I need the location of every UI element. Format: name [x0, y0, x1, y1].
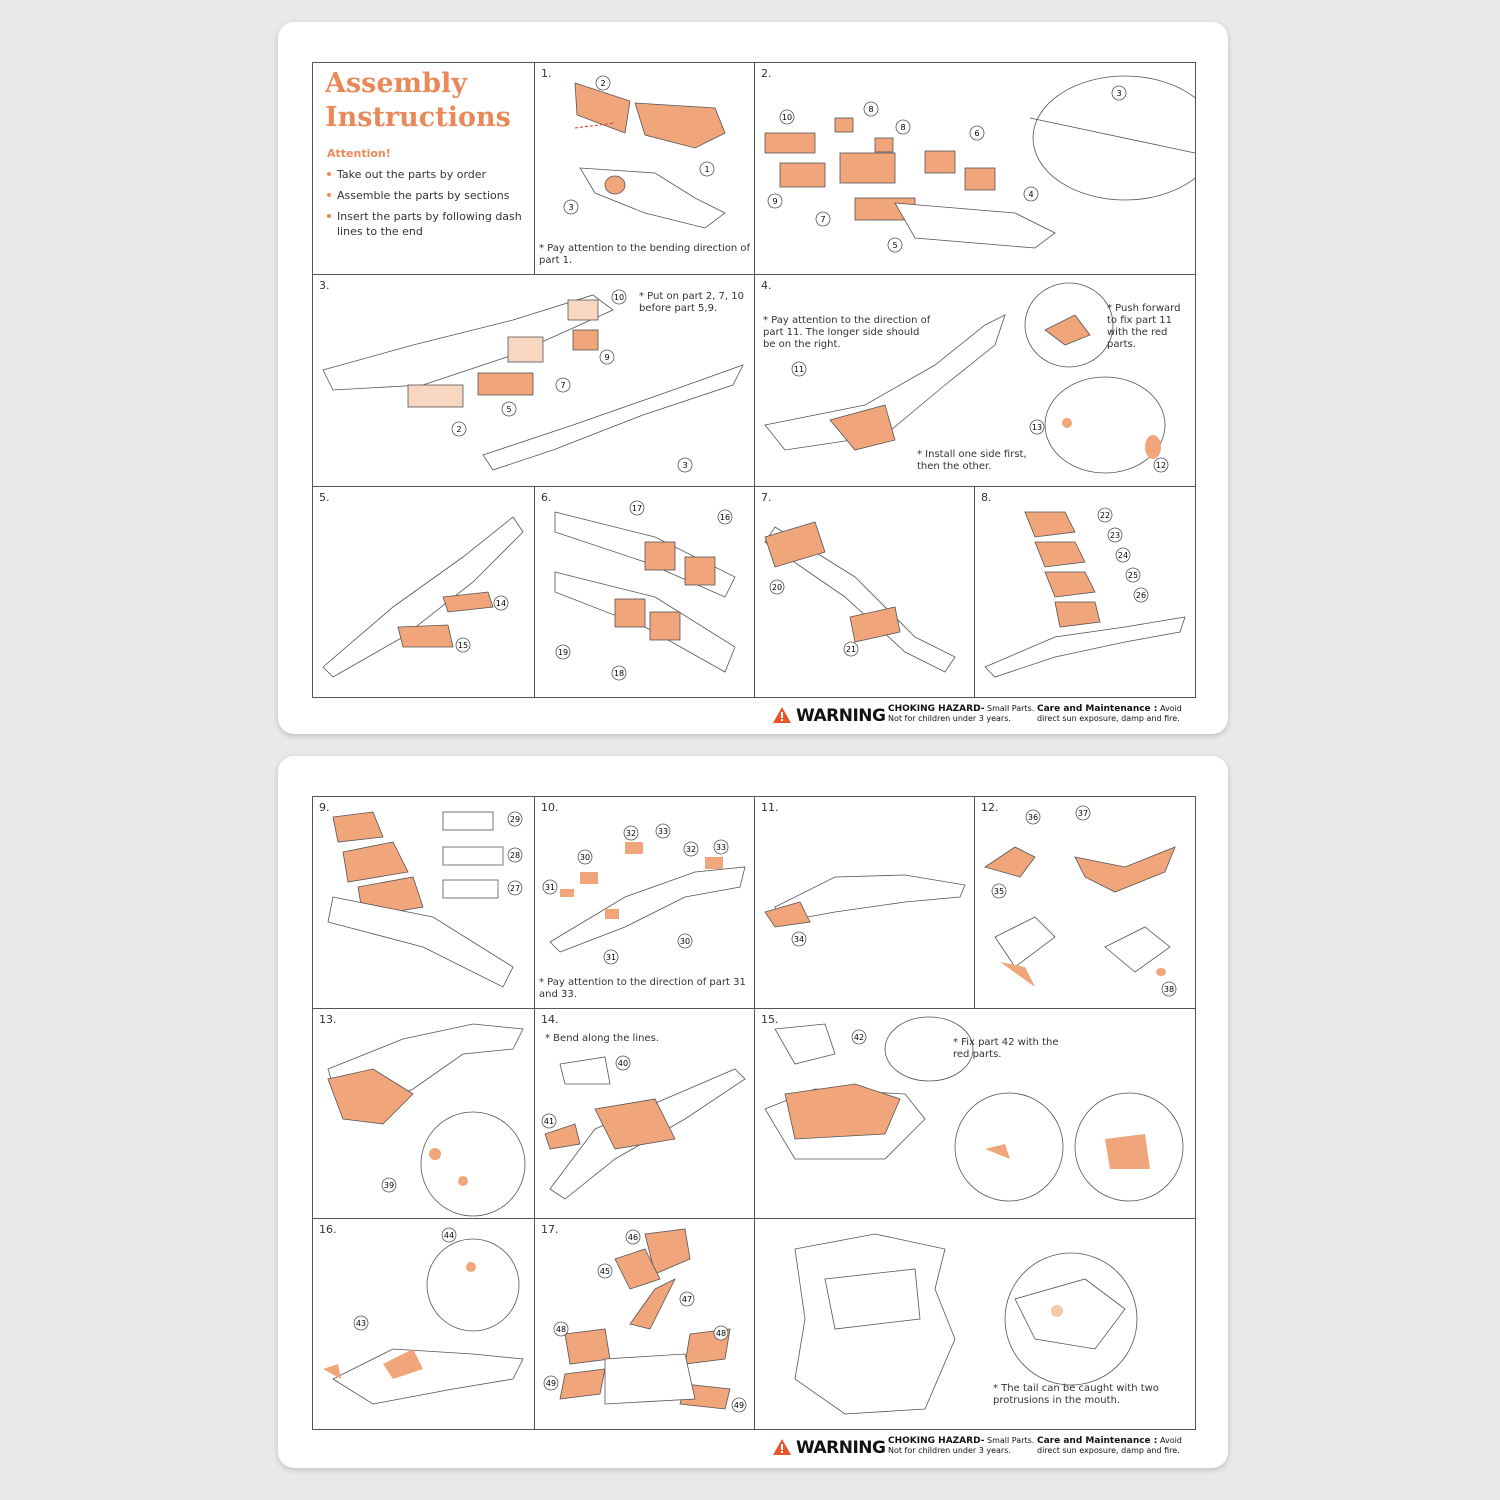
step-4 — [755, 275, 1195, 487]
svg-text:11: 11 — [793, 365, 805, 374]
attention-list — [327, 167, 527, 245]
step-9-illustration — [313, 797, 535, 1009]
attention-item: Take out the parts by order — [327, 167, 527, 182]
svg-text:9: 9 — [604, 353, 610, 362]
part-shape — [785, 1084, 900, 1139]
part-callout — [680, 1292, 694, 1306]
step-number: 10. — [541, 801, 559, 814]
part-shape — [605, 1354, 695, 1404]
svg-text:5: 5 — [506, 405, 512, 414]
part-callout — [442, 1228, 456, 1242]
part-callout — [543, 880, 557, 894]
part-shape — [635, 103, 725, 148]
svg-text:17: 17 — [631, 504, 643, 513]
svg-text:27: 27 — [509, 884, 521, 893]
instruction-sheet-bottom — [278, 756, 1228, 1468]
part-callout — [714, 840, 728, 854]
care-text: Avoid direct sun exposure, damp and fire. — [1037, 704, 1182, 723]
part-callout — [992, 884, 1006, 898]
step-13 — [313, 1009, 535, 1219]
part-callout — [1030, 420, 1044, 434]
care-maintenance — [1037, 704, 1202, 723]
part-shape — [580, 872, 598, 884]
svg-text:18: 18 — [613, 669, 625, 678]
part-shape — [1000, 962, 1035, 987]
svg-text:5: 5 — [892, 241, 898, 250]
svg-text:40: 40 — [617, 1059, 629, 1068]
part-shape — [560, 1369, 605, 1399]
part-shape — [615, 599, 645, 627]
svg-text:21: 21 — [845, 645, 857, 654]
svg-text:15: 15 — [457, 641, 469, 650]
part-shape — [605, 176, 625, 194]
part-shape — [443, 812, 493, 830]
step-11-illustration — [755, 797, 975, 1009]
svg-text:30: 30 — [579, 853, 591, 862]
svg-text:34: 34 — [793, 935, 805, 944]
step-2-illustration — [755, 63, 1195, 275]
part-callout — [970, 126, 984, 140]
part-shape — [835, 118, 853, 132]
part-callout — [1024, 187, 1038, 201]
part-shape — [560, 1057, 610, 1084]
part-callout — [1026, 810, 1040, 824]
svg-text:42: 42 — [853, 1033, 865, 1042]
part-callout — [718, 510, 732, 524]
part-shape — [508, 337, 543, 362]
part-shape — [1045, 572, 1095, 597]
step-16 — [313, 1219, 535, 1429]
svg-text:4: 4 — [1028, 190, 1034, 199]
part-callout — [780, 110, 794, 124]
part-callout — [604, 950, 618, 964]
svg-text:30: 30 — [679, 937, 691, 946]
choking-label: CHOKING HAZARD- — [888, 1436, 985, 1446]
svg-text:44: 44 — [443, 1231, 455, 1240]
step-number: 5. — [319, 491, 330, 504]
part-shape — [765, 133, 815, 153]
part-shape — [458, 1176, 468, 1186]
attention-item: Insert the parts by following dash lines to the end — [327, 209, 527, 239]
svg-text:26: 26 — [1135, 591, 1147, 600]
step-14 — [535, 1009, 755, 1219]
svg-text:24: 24 — [1117, 551, 1129, 560]
steps-grid-bottom — [312, 796, 1196, 1430]
small-parts-text: Small Parts. — [987, 1436, 1035, 1445]
part-shape — [323, 1364, 341, 1379]
part-shape — [875, 138, 893, 152]
part-callout — [508, 812, 522, 826]
svg-text:46: 46 — [627, 1233, 639, 1242]
part-shape — [1105, 1134, 1150, 1169]
detail-circle — [955, 1093, 1063, 1201]
svg-text:47: 47 — [681, 1295, 693, 1304]
svg-text:32: 32 — [685, 845, 697, 854]
part-callout — [1154, 458, 1168, 472]
svg-text:43: 43 — [355, 1319, 367, 1328]
svg-text:29: 29 — [509, 815, 521, 824]
step-number: 9. — [319, 801, 330, 814]
part-callout — [616, 1056, 630, 1070]
svg-text:31: 31 — [544, 883, 556, 892]
svg-text:7: 7 — [560, 381, 566, 390]
part-shape — [443, 847, 503, 865]
steps-grid-top — [312, 62, 1196, 698]
part-shape — [1062, 418, 1072, 428]
step-8 — [975, 487, 1195, 697]
part-callout — [1108, 528, 1122, 542]
part-callout — [626, 1230, 640, 1244]
step-16-illustration — [313, 1219, 535, 1429]
part-shape — [605, 909, 619, 919]
part-shape — [825, 1269, 920, 1329]
part-callout — [1116, 548, 1130, 562]
part-callout — [768, 194, 782, 208]
part-shape — [466, 1262, 476, 1272]
part-shape — [560, 889, 574, 897]
svg-text:6: 6 — [974, 129, 980, 138]
svg-text:39: 39 — [383, 1181, 395, 1190]
step-10 — [535, 797, 755, 1009]
step-9 — [313, 797, 535, 1009]
svg-text:3: 3 — [568, 203, 574, 212]
part-shape — [1156, 968, 1166, 976]
part-callout — [684, 842, 698, 856]
part-callout — [1134, 588, 1148, 602]
svg-text:8: 8 — [868, 105, 874, 114]
part-callout — [578, 850, 592, 864]
svg-text:19: 19 — [557, 648, 569, 657]
part-shape — [1035, 542, 1085, 567]
title-panel — [313, 63, 535, 275]
part-shape — [443, 880, 498, 898]
step-number: 2. — [761, 67, 772, 80]
part-shape — [323, 517, 523, 677]
step-1 — [535, 63, 755, 275]
care-label: Care and Maintenance : — [1037, 1436, 1158, 1446]
svg-text:49: 49 — [733, 1401, 745, 1410]
step-number: 14. — [541, 1013, 559, 1026]
svg-text:49: 49 — [545, 1379, 557, 1388]
step-number: 13. — [319, 1013, 337, 1026]
part-shape — [573, 330, 598, 350]
part-shape — [840, 153, 895, 183]
part-shape — [965, 168, 995, 190]
part-shape — [995, 917, 1055, 967]
part-callout — [1098, 508, 1112, 522]
safety-footer — [772, 1436, 1202, 1460]
part-shape — [575, 83, 630, 133]
svg-text:12: 12 — [1155, 461, 1167, 470]
part-callout — [1076, 806, 1090, 820]
step-note: * Pay attention to the bending direction of part 1. — [539, 243, 751, 266]
step-note: * Pay attention to the direction of part 31 and 33. — [539, 977, 746, 1000]
part-shape — [343, 842, 408, 882]
step-5-illustration — [313, 487, 535, 697]
svg-text:7: 7 — [820, 215, 826, 224]
svg-text:3: 3 — [682, 461, 688, 470]
part-shape — [650, 612, 680, 640]
part-callout — [612, 290, 626, 304]
instruction-sheet-top — [278, 22, 1228, 734]
part-shape — [1025, 512, 1075, 537]
part-shape — [398, 625, 453, 647]
part-shape — [429, 1148, 441, 1160]
choking-hazard-text — [888, 704, 1034, 723]
step-number: 8. — [981, 491, 992, 504]
svg-text:1: 1 — [704, 165, 710, 174]
svg-text:37: 37 — [1077, 809, 1089, 818]
step-number: 11. — [761, 801, 779, 814]
small-parts-text: Small Parts. — [987, 704, 1035, 713]
part-shape — [775, 1024, 835, 1064]
step-12 — [975, 797, 1195, 1009]
title-line-2: Instructions — [325, 102, 511, 133]
step-number: 12. — [981, 801, 999, 814]
part-shape — [478, 373, 533, 395]
svg-text:48: 48 — [555, 1325, 567, 1334]
part-callout — [1126, 568, 1140, 582]
safety-footer — [772, 704, 1202, 728]
part-shape — [1075, 847, 1175, 892]
step-6 — [535, 487, 755, 697]
svg-text:35: 35 — [993, 887, 1005, 896]
part-shape — [625, 842, 643, 854]
step-7-illustration — [755, 487, 975, 697]
part-callout — [382, 1178, 396, 1192]
part-callout — [598, 1264, 612, 1278]
part-callout — [612, 666, 626, 680]
svg-text:22: 22 — [1099, 511, 1111, 520]
part-callout — [542, 1114, 556, 1128]
svg-text:25: 25 — [1127, 571, 1139, 580]
warning-label: WARNING — [796, 1438, 886, 1458]
step-number: 17. — [541, 1223, 559, 1236]
part-shape — [565, 1329, 610, 1364]
part-shape — [985, 847, 1035, 877]
part-callout — [864, 102, 878, 116]
part-callout — [600, 350, 614, 364]
part-shape — [550, 867, 745, 952]
page-title — [325, 67, 511, 135]
age-warning-text: Not for children under 3 years. — [888, 1446, 1011, 1455]
step-final — [755, 1219, 1195, 1429]
svg-text:36: 36 — [1027, 813, 1039, 822]
step-17-illustration — [535, 1219, 755, 1429]
step-13-illustration — [313, 1009, 535, 1219]
part-shape — [408, 385, 463, 407]
part-shape — [780, 163, 825, 187]
warning-icon — [772, 706, 792, 724]
step-5 — [313, 487, 535, 697]
part-callout — [494, 596, 508, 610]
svg-text:2: 2 — [600, 79, 606, 88]
part-callout — [564, 200, 578, 214]
part-callout — [852, 1030, 866, 1044]
part-callout — [896, 120, 910, 134]
part-callout — [1112, 86, 1126, 100]
step-8-illustration — [975, 487, 1195, 697]
step-2 — [755, 63, 1195, 275]
part-callout — [456, 638, 470, 652]
part-callout — [502, 402, 516, 416]
part-callout — [678, 934, 692, 948]
step-7 — [755, 487, 975, 697]
part-callout — [556, 378, 570, 392]
warning-label: WARNING — [796, 706, 886, 726]
step-number: 15. — [761, 1013, 779, 1026]
part-shape — [328, 897, 513, 987]
svg-text:32: 32 — [625, 829, 637, 838]
svg-text:8: 8 — [900, 123, 906, 132]
part-callout — [630, 501, 644, 515]
detail-circle — [421, 1112, 525, 1216]
part-shape — [895, 203, 1055, 248]
part-shape — [333, 812, 383, 842]
part-callout — [792, 362, 806, 376]
svg-text:10: 10 — [613, 293, 625, 302]
svg-text:31: 31 — [605, 953, 617, 962]
choking-label: CHOKING HAZARD- — [888, 704, 985, 714]
part-shape — [1051, 1305, 1063, 1317]
step-note: * Pay attention to the direction of part 11. The longer side should be on the right. — [763, 315, 931, 350]
part-shape — [925, 151, 955, 173]
svg-text:9: 9 — [772, 197, 778, 206]
svg-text:38: 38 — [1163, 985, 1175, 994]
care-label: Care and Maintenance : — [1037, 704, 1158, 714]
part-callout — [508, 881, 522, 895]
svg-text:48: 48 — [715, 1329, 727, 1338]
part-shape — [1145, 435, 1161, 459]
svg-text:33: 33 — [657, 827, 669, 836]
part-callout — [452, 422, 466, 436]
step-number: 7. — [761, 491, 772, 504]
choking-hazard-text — [888, 1436, 1034, 1455]
step-17 — [535, 1219, 755, 1429]
svg-text:13: 13 — [1031, 423, 1043, 432]
step-12-illustration — [975, 797, 1195, 1009]
attention-heading: Attention! — [327, 147, 391, 160]
part-callout — [792, 932, 806, 946]
svg-text:16: 16 — [719, 513, 731, 522]
part-callout — [554, 1322, 568, 1336]
step-number: 3. — [319, 279, 330, 292]
svg-text:28: 28 — [509, 851, 521, 860]
care-text: Avoid direct sun exposure, damp and fire. — [1037, 1436, 1182, 1455]
part-shape — [645, 542, 675, 570]
step-number: 16. — [319, 1223, 337, 1236]
step-number: 6. — [541, 491, 552, 504]
care-maintenance — [1037, 1436, 1202, 1455]
svg-text:41: 41 — [543, 1117, 555, 1126]
svg-text:33: 33 — [715, 843, 727, 852]
part-callout — [656, 824, 670, 838]
part-callout — [508, 848, 522, 862]
step-note: * Bend along the lines. — [545, 1033, 659, 1044]
svg-text:10: 10 — [781, 113, 793, 122]
svg-text:14: 14 — [495, 599, 507, 608]
part-shape — [985, 617, 1185, 677]
part-callout — [732, 1398, 746, 1412]
step-number: 1. — [541, 67, 552, 80]
step-note: * Push forward to fix part 11 with the red parts. — [1107, 303, 1181, 350]
part-callout — [544, 1376, 558, 1390]
step-note: * The tail can be caught with two protrusions in the mouth. — [993, 1383, 1159, 1406]
step-3 — [313, 275, 755, 487]
step-15 — [755, 1009, 1195, 1219]
part-callout — [354, 1316, 368, 1330]
part-shape — [333, 1349, 523, 1404]
part-callout — [816, 212, 830, 226]
step-note: * Fix part 42 with the red parts. — [953, 1037, 1059, 1060]
svg-text:23: 23 — [1109, 531, 1121, 540]
part-callout — [596, 76, 610, 90]
step-number: 4. — [761, 279, 772, 292]
part-shape — [580, 168, 725, 228]
part-shape — [1105, 927, 1170, 972]
attention-item: Assemble the parts by sections — [327, 188, 527, 203]
warning-icon — [772, 1438, 792, 1456]
part-shape — [705, 857, 723, 869]
part-callout — [888, 238, 902, 252]
step-note: * Install one side first, then the other. — [917, 449, 1027, 472]
part-callout — [700, 162, 714, 176]
part-callout — [678, 458, 692, 472]
step-note: * Put on part 2, 7, 10 before part 5,9. — [639, 291, 744, 314]
part-callout — [844, 642, 858, 656]
age-warning-text: Not for children under 3 years. — [888, 714, 1011, 723]
svg-text:45: 45 — [599, 1267, 611, 1276]
svg-text:2: 2 — [456, 425, 462, 434]
part-callout — [714, 1326, 728, 1340]
title-line-1: Assembly — [325, 68, 467, 99]
step-6-illustration — [535, 487, 755, 697]
part-callout — [770, 580, 784, 594]
part-shape — [685, 557, 715, 585]
svg-text:3: 3 — [1116, 89, 1122, 98]
detail-circle — [427, 1239, 519, 1331]
part-shape — [568, 300, 598, 320]
part-callout — [624, 826, 638, 840]
part-callout — [556, 645, 570, 659]
part-shape — [1055, 602, 1100, 627]
svg-text:20: 20 — [771, 583, 783, 592]
part-callout — [1162, 982, 1176, 996]
step-11 — [755, 797, 975, 1009]
